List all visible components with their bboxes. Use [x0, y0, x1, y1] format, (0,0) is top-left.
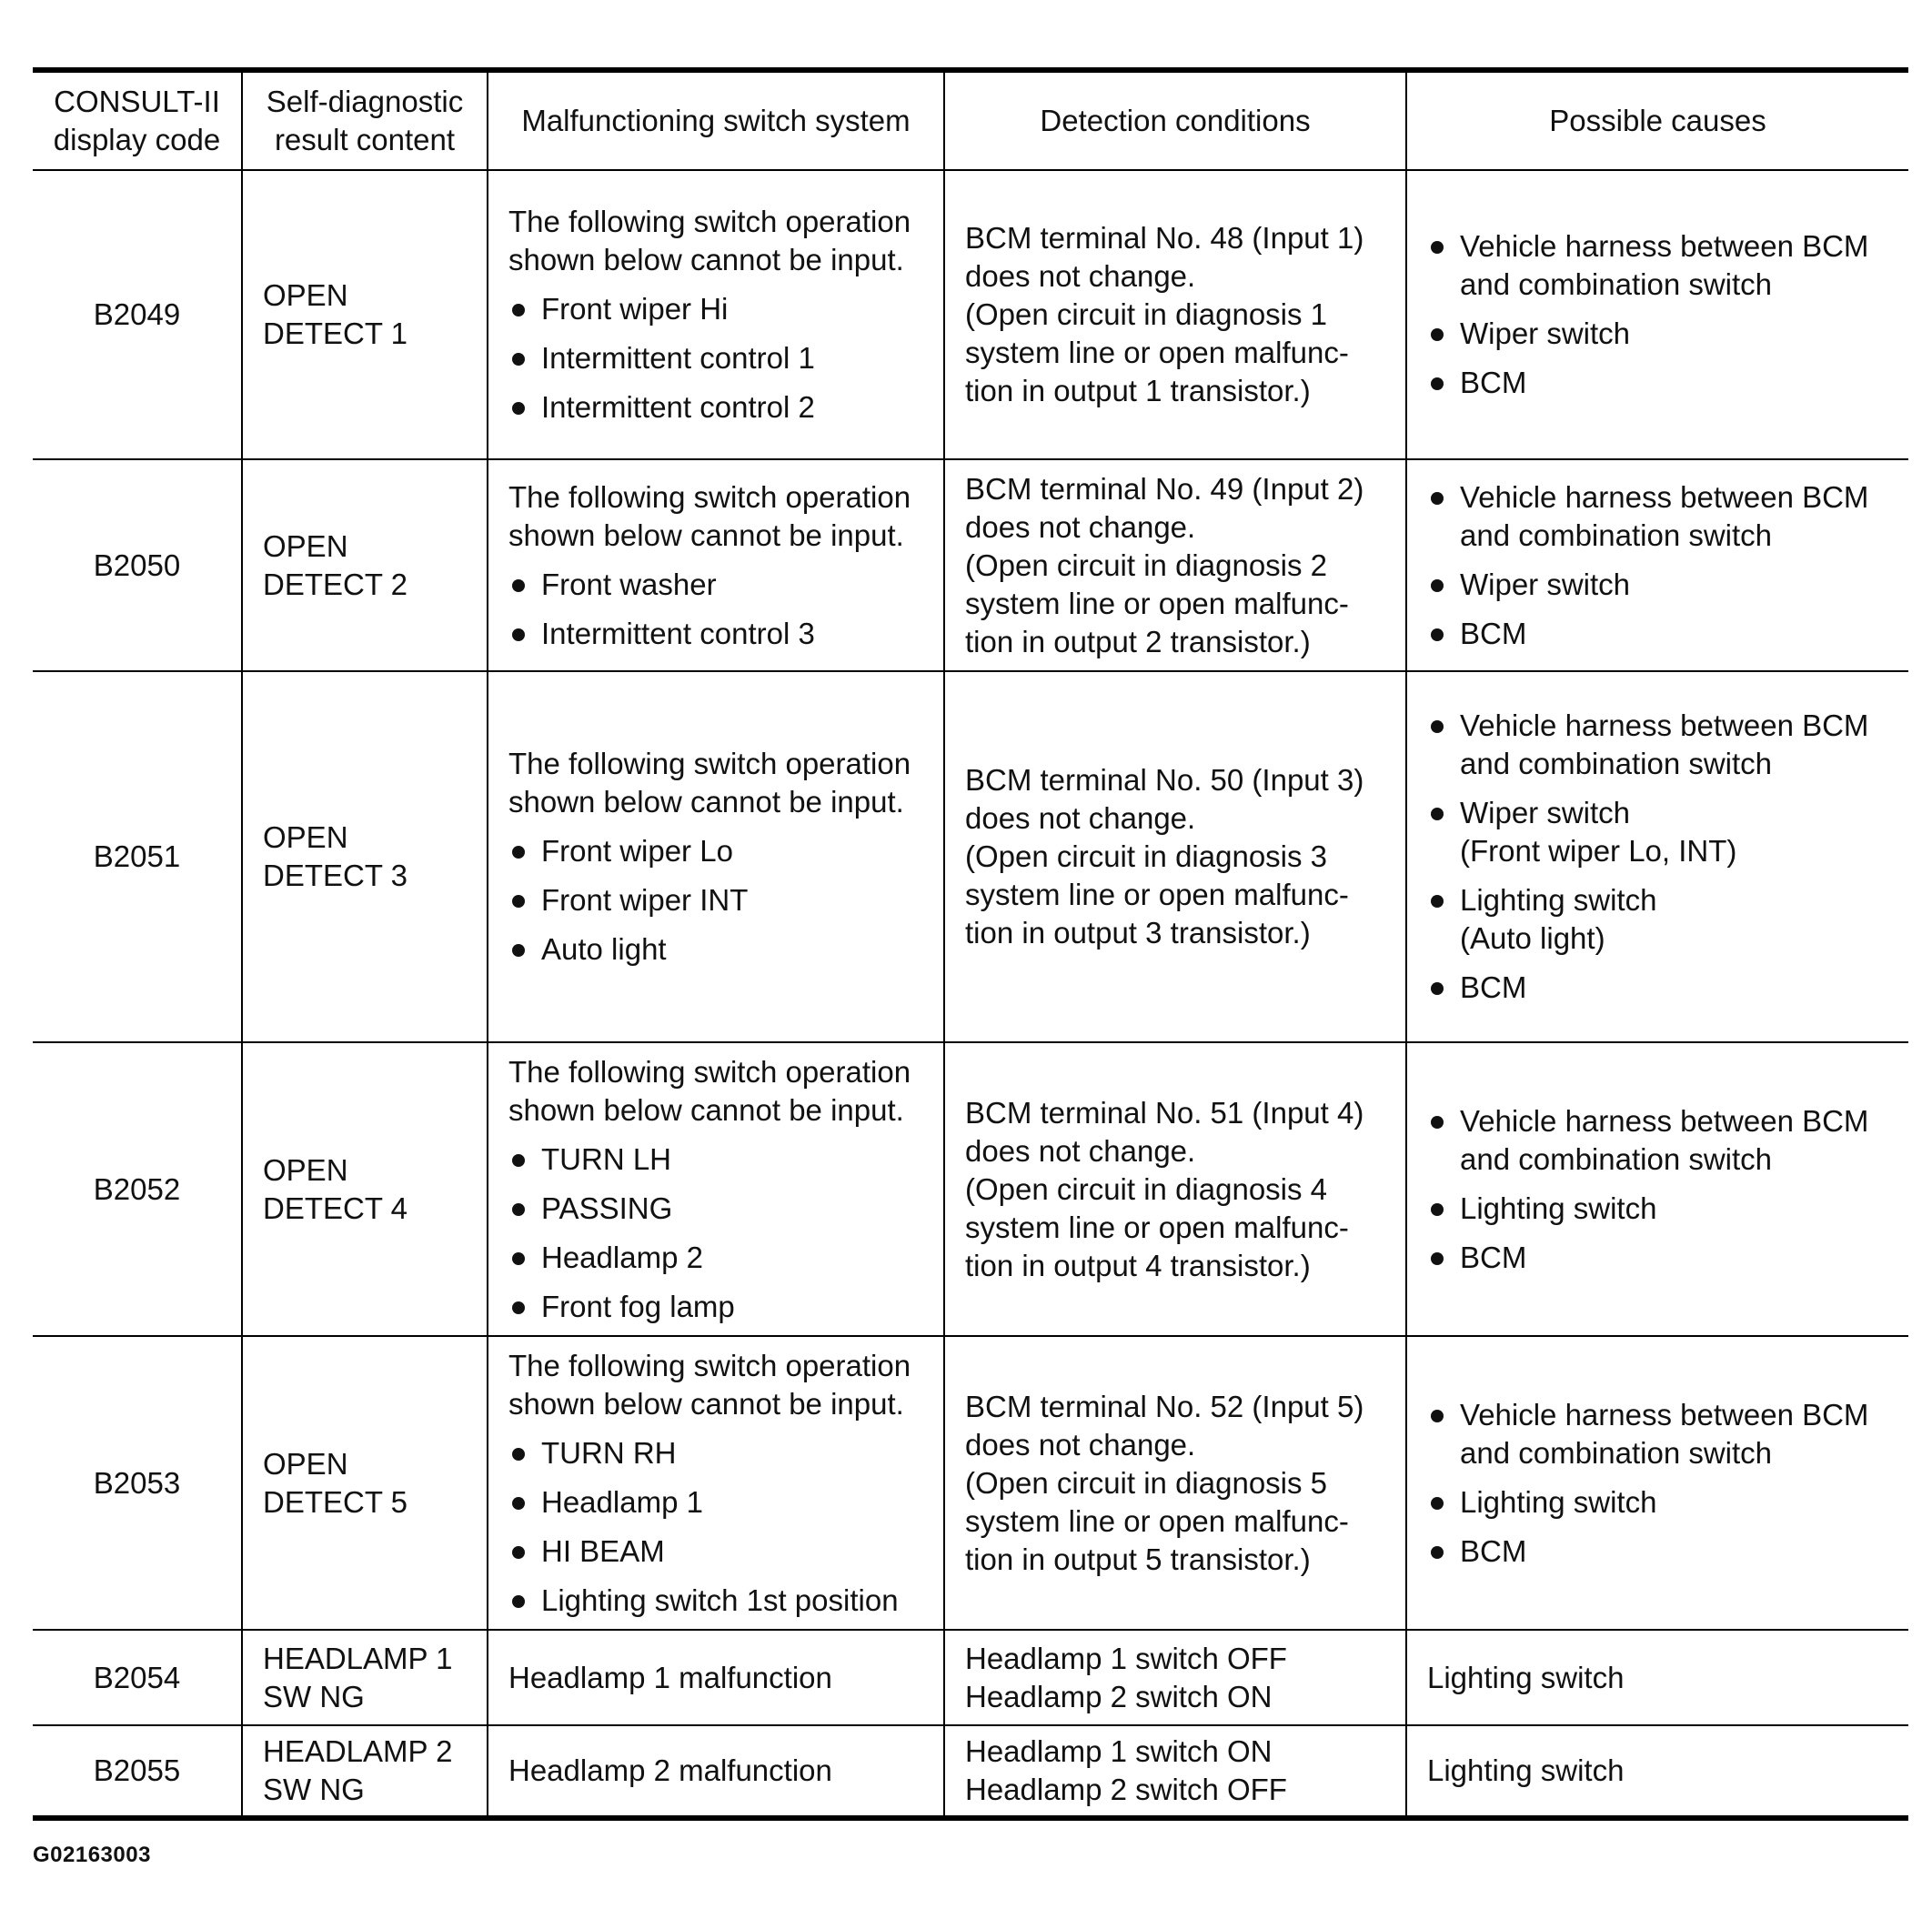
list-item: Vehicle harness between BCM and combination switch: [1427, 227, 1890, 304]
switch-system-cell: [488, 170, 944, 459]
switch-system-list: [508, 832, 925, 969]
detection-conditions: BCM terminal No. 48 (Input 1) does not change. (Open circuit in diagnosis 1 system line or open malfunc- tion in output 1 transistor.): [944, 170, 1406, 459]
switch-system-cell: [488, 459, 944, 671]
list-item: PASSING: [508, 1190, 925, 1228]
detection-conditions: BCM terminal No. 49 (Input 2) does not change. (Open circuit in diagnosis 2 system line or open malfunc- tion in output 2 transistor.): [944, 459, 1406, 671]
switch-system-cell: [488, 1336, 944, 1630]
detection-conditions: Headlamp 1 switch ON Headlamp 2 switch OFF: [944, 1725, 1406, 1818]
display-code: B2053: [33, 1336, 242, 1630]
list-item: HI BEAM: [508, 1532, 925, 1571]
result-content: HEADLAMP 1 SW NG: [242, 1630, 488, 1725]
list-item: BCM: [1427, 364, 1890, 402]
switch-system-list: [508, 1140, 925, 1326]
list-item: TURN LH: [508, 1140, 925, 1179]
header-result-content: Self-diagnostic result content: [242, 70, 488, 170]
table-row: [33, 1042, 1908, 1336]
result-content: OPEN DETECT 1: [242, 170, 488, 459]
switch-system-intro: The following switch operation shown below cannot be input.: [508, 205, 911, 276]
list-item: Wiper switch: [1427, 315, 1890, 353]
list-item: Headlamp 2: [508, 1239, 925, 1277]
list-item: Lighting switch 1st position: [508, 1582, 925, 1620]
result-content: HEADLAMP 2 SW NG: [242, 1725, 488, 1818]
list-item: Lighting switch (Auto light): [1427, 881, 1890, 958]
detection-conditions: BCM terminal No. 52 (Input 5) does not change. (Open circuit in diagnosis 5 system line or open malfunc- tion in output 5 transistor.): [944, 1336, 1406, 1630]
possible-causes-cell: [1406, 671, 1908, 1042]
result-content: OPEN DETECT 2: [242, 459, 488, 671]
causes-list: [1427, 1396, 1890, 1571]
switch-system-cell: [488, 1042, 944, 1336]
display-code: B2055: [33, 1725, 242, 1818]
causes-list: [1427, 478, 1890, 653]
table-row: [33, 1725, 1908, 1818]
list-item: Vehicle harness between BCM and combination switch: [1427, 707, 1890, 783]
header-possible-causes: Possible causes: [1406, 70, 1908, 170]
header-display-code: CONSULT-II display code: [33, 70, 242, 170]
switch-system-list: [508, 566, 925, 653]
switch-system-intro: The following switch operation shown below cannot be input.: [508, 747, 911, 819]
display-code: B2054: [33, 1630, 242, 1725]
list-item: Vehicle harness between BCM and combination switch: [1427, 1396, 1890, 1472]
switch-system-list: [508, 1434, 925, 1620]
list-item: Auto light: [508, 930, 925, 969]
list-item: Wiper switch (Front wiper Lo, INT): [1427, 794, 1890, 870]
list-item: Front washer: [508, 566, 925, 604]
list-item: TURN RH: [508, 1434, 925, 1472]
switch-system-intro: The following switch operation shown below cannot be input.: [508, 479, 911, 552]
table-row: [33, 1336, 1908, 1630]
list-item: Vehicle harness between BCM and combination switch: [1427, 478, 1890, 555]
possible-causes-cell: [1406, 1336, 1908, 1630]
possible-causes-cell: [1406, 1042, 1908, 1336]
table-row: [33, 170, 1908, 459]
detection-conditions: Headlamp 1 switch OFF Headlamp 2 switch ON: [944, 1630, 1406, 1725]
header-row: [33, 70, 1908, 170]
result-content: OPEN DETECT 5: [242, 1336, 488, 1630]
list-item: Wiper switch: [1427, 566, 1890, 604]
possible-causes-cell: [1406, 170, 1908, 459]
list-item: Front wiper Hi: [508, 290, 925, 328]
list-item: Front wiper Lo: [508, 832, 925, 870]
list-item: Lighting switch: [1427, 1190, 1890, 1228]
causes-list: [1427, 707, 1890, 1007]
list-item: Front fog lamp: [508, 1288, 925, 1326]
switch-system-text: Headlamp 1 malfunction: [488, 1630, 944, 1725]
detection-conditions: BCM terminal No. 51 (Input 4) does not change. (Open circuit in diagnosis 4 system line or open malfunc- tion in output 4 transistor.): [944, 1042, 1406, 1336]
table-row: [33, 1630, 1908, 1725]
list-item: Vehicle harness between BCM and combination switch: [1427, 1102, 1890, 1179]
switch-system-cell: [488, 671, 944, 1042]
list-item: Lighting switch: [1427, 1483, 1890, 1522]
table-row: [33, 671, 1908, 1042]
switch-system-intro: The following switch operation shown below cannot be input.: [508, 1348, 911, 1421]
result-content: OPEN DETECT 4: [242, 1042, 488, 1336]
display-code: B2051: [33, 671, 242, 1042]
list-item: BCM: [1427, 969, 1890, 1007]
causes-list: [1427, 1102, 1890, 1277]
diagnostic-table: [33, 67, 1908, 1821]
header-switch-system: Malfunctioning switch system: [488, 70, 944, 170]
switch-system-intro: The following switch operation shown below cannot be input.: [508, 1054, 911, 1127]
list-item: Headlamp 1: [508, 1483, 925, 1522]
display-code: B2052: [33, 1042, 242, 1336]
list-item: Intermittent control 3: [508, 615, 925, 653]
list-item: Intermittent control 1: [508, 339, 925, 377]
list-item: BCM: [1427, 615, 1890, 653]
detection-conditions: BCM terminal No. 50 (Input 3) does not change. (Open circuit in diagnosis 3 system line or open malfunc- tion in output 3 transistor.): [944, 671, 1406, 1042]
display-code: B2049: [33, 170, 242, 459]
display-code: B2050: [33, 459, 242, 671]
possible-causes-cell: [1406, 459, 1908, 671]
list-item: Intermittent control 2: [508, 388, 925, 427]
possible-cause-text: Lighting switch: [1406, 1630, 1908, 1725]
figure-code: G02163003: [33, 1843, 151, 1867]
result-content: OPEN DETECT 3: [242, 671, 488, 1042]
header-detection-conditions: Detection conditions: [944, 70, 1406, 170]
list-item: BCM: [1427, 1239, 1890, 1277]
possible-cause-text: Lighting switch: [1406, 1725, 1908, 1818]
switch-system-list: [508, 290, 925, 427]
list-item: Front wiper INT: [508, 881, 925, 919]
causes-list: [1427, 227, 1890, 402]
switch-system-text: Headlamp 2 malfunction: [488, 1725, 944, 1818]
list-item: BCM: [1427, 1532, 1890, 1571]
table-row: [33, 459, 1908, 671]
